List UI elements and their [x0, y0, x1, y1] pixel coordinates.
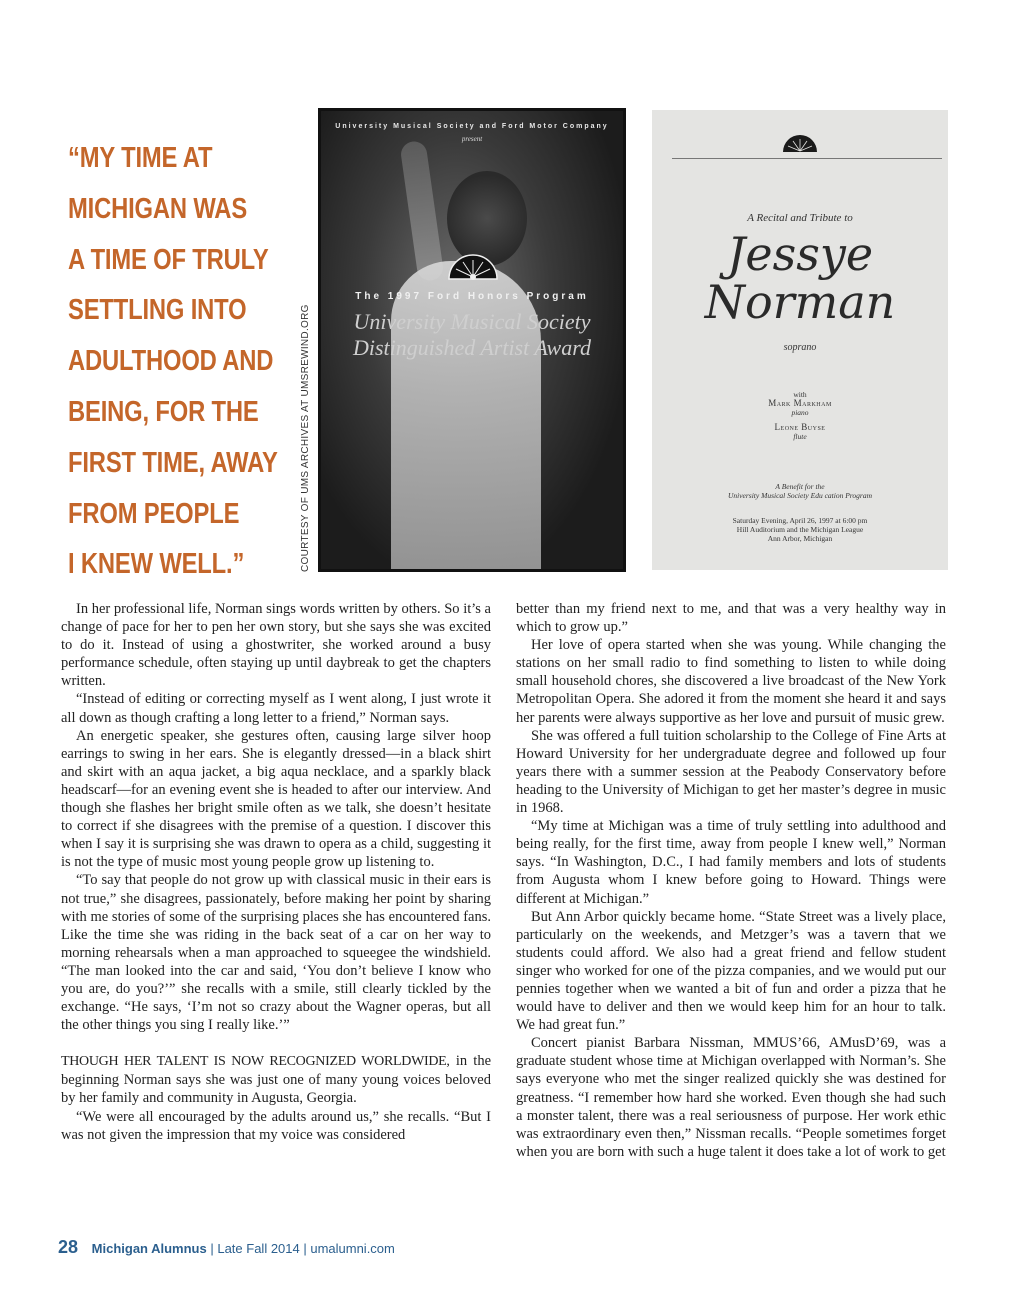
pull-quote-line: SETTLING INTO [68, 294, 247, 327]
benefit-line: University Musical Society Edu cation Program [727, 491, 873, 500]
singer-gown-shape [391, 261, 541, 572]
article-paragraph: But Ann Arbor quickly became home. “State Street was a lively place, particularly on the weekends, and Metzger’s was a tavern that we students could afford. We also had a great friend and fellow student singer who worked for one of the pizza companies, and we would put our pennies together when we wanted a bit of fun and order a pizza that he would have to deliver and then we would keep him for an hour to talk. We had great fun.” [516, 908, 946, 1034]
article-paragraph: She was offered a full tuition scholarship to the College of Fine Arts at Howard University for her undergraduate degree and followed up four years there with a summer session at the Peabody Conservatory before heading to the University of Michigan to get her master’s degree in music in 1968. [516, 727, 946, 817]
event-city: Ann Arbor, Michigan [767, 534, 833, 543]
article-paragraph: Concert pianist Barbara Nissman, MMUS’66, AMusD’69, was a graduate student whose time at Michigan overlapped with Norman’s. She says everyone who met the singer realized quickly she was destined for greatness. “I remember how hard she worked. Even though she had such a monster talent, there was a real seriousness of purpose. Her work ethic was extraordinary even then,” Nissman recalls. “People sometimes forget when you are born with such a huge talent it does take a lot of work to get [516, 1035, 946, 1160]
magazine-name: Michigan Alumnus [91, 1241, 207, 1256]
page-number: 28 [58, 1237, 79, 1257]
event-venue: Hill Auditorium and the Michigan League [736, 525, 864, 534]
pull-quote-line: FROM PEOPLE [68, 497, 240, 530]
event-date: Saturday Evening, April 26, 1997 at 6:00 pm [732, 516, 868, 525]
photo-credit: COURTESY OF UMS ARCHIVES AT UMSREWIND.ORG [300, 304, 311, 572]
program-cover-photo [318, 108, 626, 572]
cover-program-line: The 1997 Ford Honors Program [355, 291, 589, 302]
accompanists [652, 390, 948, 447]
performer-name: Leone Buyse [774, 422, 826, 432]
cover-award-line: University Musical Society [353, 309, 591, 334]
article-column-left [61, 600, 491, 1144]
performer-name: Mark Markham [768, 398, 832, 408]
article-paragraph: “To say that people do not grow up with classical music in their ears is not true,” she disagrees, passionately, before making her point by sharing with me stories of some of the surprising places she has encountered fans. Like the time she was riding in the back seat of a car on her way to morning rehearsals when a man approached to squeegee the windshield. “The man looked into the car and said, ‘You don’t believe I know who you are, do you?’” she recalls with a smile, still clearly tickled by the exchange. “He says, ‘I’m not so crazy about the Wagner operas, but all the other things you sing I really like.’” [61, 872, 491, 1034]
event-details [652, 516, 948, 543]
artist-first-name: Jessye [726, 227, 874, 281]
pull-quote-line: “MY TIME AT [68, 142, 213, 174]
cover-award-line: Distinguished Artist Award [353, 335, 591, 360]
article-paragraph: An energetic speaker, she gestures often, causing large silver hoop earrings to swing in her ears. She is elegantly dressed—in a black shirt and skirt with an aqua jacket, a big aqua necklace, and a sparkly black headscarf—for an evening event she is headed to after our interview. And though she flashes her bright smile often as we talk, she doesn’t hesitate to correct if she disagrees with the premise of a question. I discover this when I say it is surprising she was drawn to opera as a child, suggesting it is not the type of music most young people grow up listening to. [61, 727, 491, 871]
sunburst-logo-icon [780, 132, 820, 154]
article-paragraph: better than my friend next to me, and that was a very healthy way in which to grow up.” [516, 601, 946, 636]
issue-info: | Late Fall 2014 | umalumni.com [210, 1241, 395, 1256]
artist-name [652, 227, 948, 329]
sunburst-logo-icon [445, 249, 501, 281]
artist-last-name: Norman [704, 275, 896, 329]
section-lead-in: THOUGH HER TALENT IS NOW RECOGNIZED WORLDWIDE, [61, 1054, 450, 1070]
cover-sponsor-line: University Musical Society and Ford Motor Company [335, 123, 609, 130]
pull-quote-line: A TIME OF TRULY [68, 243, 269, 276]
cover-presents: present [461, 135, 483, 143]
article-paragraph: “Instead of editing or correcting myself as I went along, I just wrote it all down as though crafting a long letter to a friend,” Norman says. [61, 691, 491, 726]
article-column-right [516, 600, 946, 1161]
benefit-line: A Benefit for the [775, 482, 825, 491]
benefit-note [652, 482, 948, 500]
article-paragraph: “We were all encouraged by the adults around us,” she recalls. “But I was not given the impression that my voice was considered [61, 1108, 491, 1143]
section-lead-paragraph [61, 1052, 491, 1107]
recital-title: A Recital and Tribute to [747, 212, 853, 224]
pull-quote-line: MICHIGAN WAS [68, 192, 248, 225]
program-cover-recital [652, 110, 948, 570]
voice-type: soprano [783, 342, 817, 353]
pull-quote-line: I KNEW WELL.” [68, 548, 245, 581]
performer-instrument: flute [793, 432, 807, 441]
pull-quote-line: ADULTHOOD AND [68, 345, 274, 378]
article-paragraph: Her love of opera started when she was young. While changing the stations on her small radio to find something to listen to while doing small household chores, she discovered a live broadcast of the New York Metropolitan Opera. She adored it from the moment she heard it and says her parents were always supportive as her love and pursuit of music grew. [516, 637, 946, 726]
pull-quote [68, 133, 278, 590]
pull-quote-line: FIRST TIME, AWAY [68, 446, 278, 479]
performer-instrument: piano [791, 408, 809, 417]
cover-award-title [321, 309, 623, 361]
article-paragraph: In her professional life, Norman sings words written by others. So it’s a change of pace for her to pen her own story, but she says she was excited to do it. Instead of using a ghostwriter, she worked around a busy performance schedule, often staying up until daybreak to get the chapters written. [61, 601, 491, 690]
article-paragraph: “My time at Michigan was a time of truly settling into adulthood and being really, for the first time, away from people I knew well,” Norman says. “In Washington, D.C., I had family members and lots of students from Augusta whom I knew before going to Howard. Things were different at Michigan.” [516, 818, 946, 907]
cover-rule [672, 158, 942, 159]
page-footer [58, 1237, 395, 1258]
section-lead-rest: in the beginning Norman says she was just one of many young voices beloved by her family and community in Augusta, Georgia. [61, 1053, 492, 1107]
with-label: with [793, 390, 807, 399]
pull-quote-line: BEING, FOR THE [68, 395, 259, 428]
